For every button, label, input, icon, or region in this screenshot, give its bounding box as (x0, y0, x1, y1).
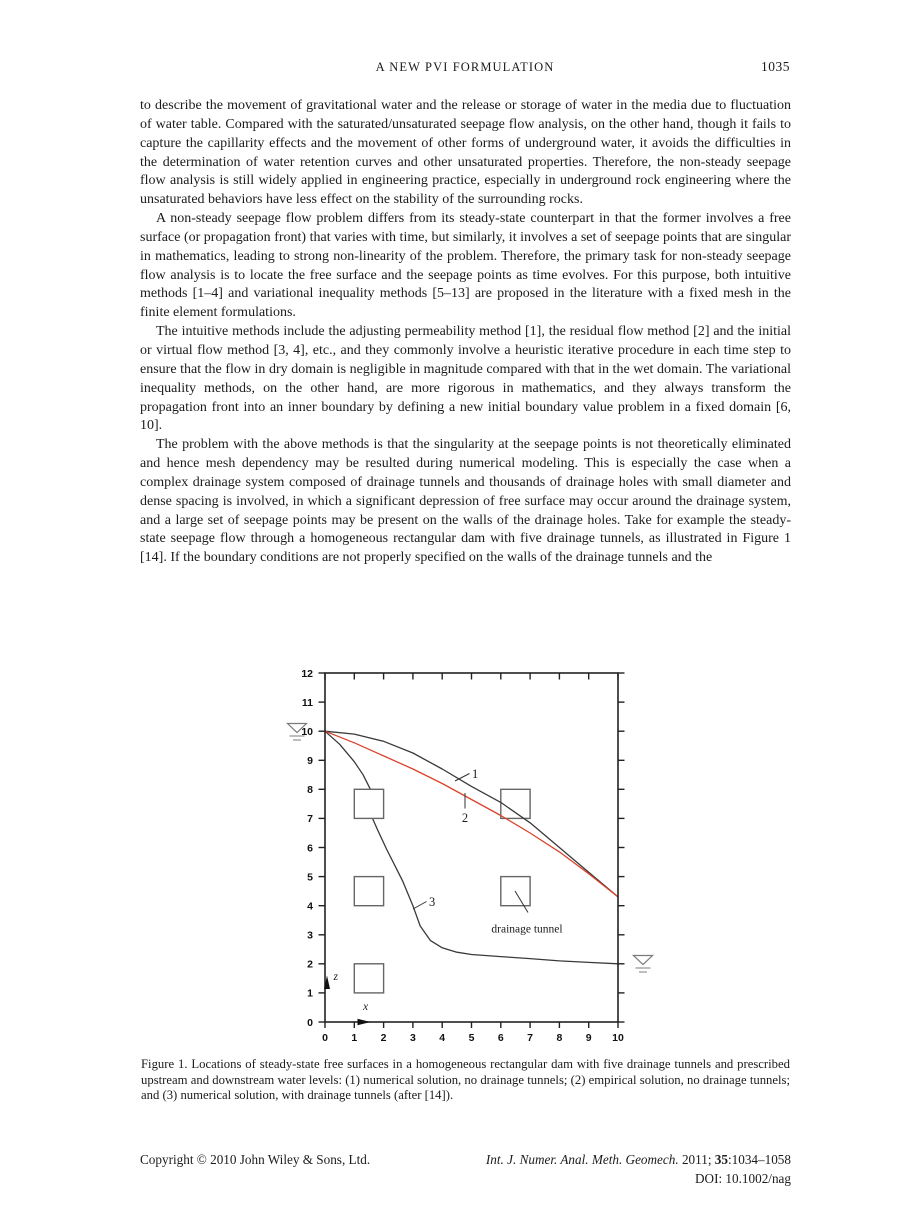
curve2-label: 2 (461, 811, 469, 825)
x-tick-label: 3 (409, 1032, 416, 1044)
drainage-tunnel-square (354, 789, 383, 818)
z-tick-label: 1 (307, 987, 313, 1000)
x-tick-label: 7 (527, 1032, 534, 1044)
z-tick-label: 5 (307, 871, 313, 884)
x-tick-label: 2 (380, 1032, 387, 1044)
z-axis-label: z (333, 971, 338, 983)
curve1-label: 1 (472, 767, 479, 781)
drainage-tunnel-square (354, 877, 383, 906)
downstream-water-level-icon (634, 956, 653, 973)
z-tick-label: 6 (307, 842, 313, 855)
seepage-chart (270, 664, 680, 1056)
paragraph: The intuitive methods include the adjusting permeability method [1], the residual flow method [2] and the initial or virtual flow method [3, 4], etc., and they commonly involve a heuristic iterative procedure in each time step to ensure that the flow in dry domain is negligible in magnitude compared with that in the wet domain. The variational inequality methods, on the other hand, are more rigorous in mathematics, and they always transform the propagation front into an inner boundary by defining a new initial boundary value problem in a fixed domain [6, 10]. (140, 324, 791, 434)
figure-1 (270, 664, 680, 1056)
x-tick-label: 0 (322, 1032, 328, 1044)
x-tick-label: 10 (612, 1032, 624, 1044)
x-axis-arrow-icon (358, 1019, 371, 1025)
z-tick-label: 7 (307, 813, 313, 826)
doi: DOI: 10.1002/nag (695, 1170, 791, 1186)
figure-caption: Figure 1. Locations of steady-state free surfaces in a homogeneous rectangular dam with five drainage tunnels and prescribed upstream and downstream water levels: (1) numerical solution, no drainage tunnels; (2) empirical solution, no drainage tunnels; and (3) numerical solution, with drainage tunnels (after [14]). (141, 1057, 790, 1103)
x-tick-label: 9 (585, 1032, 592, 1044)
z-tick-label: 11 (301, 696, 313, 709)
z-tick-label: 10 (301, 726, 313, 738)
z-tick-label: 3 (307, 929, 313, 942)
paragraph: to describe the movement of gravitational water and the release or storage of water in the media due to fluctuation of water table. Compared with the saturated/unsaturated seepage flow analysis, on the other hand, though it fails to capture the capillarity effects and the movement of other forms of underground water, it avoids the difficulties in the determination of water retention curves and other unsaturated properties. Therefore, the non-steady seepage flow analysis is still widely applied in engineering practice, especially in underground rock engineering where the unsaturated behaviors have less effect on the stability of the surrounding rocks. (140, 98, 791, 208)
journal-pages: :1034–1058 (727, 1152, 791, 1167)
z-tick-label: 9 (307, 755, 313, 768)
running-head-title: A NEW PVI FORMULATION (375, 60, 555, 74)
x-tick-label: 1 (351, 1032, 358, 1044)
journal-title: Int. J. Numer. Anal. Meth. Geomech. (485, 1152, 679, 1167)
paragraph: A non-steady seepage flow problem differs from its steady-state counterpart in that the former involves a free surface (or propagation front) that varies with time, but similarly, it involves a set of seepage points that are singular in mathematics, leading to strong non-linearity of the problem. Therefore, the primary task for non-steady seepage flow analysis is to locate the free surface and the seepage points as time evolves. For this purpose, both intuitive methods [1–4] and variational inequality methods [5–13] are proposed in the literature with a fixed mesh in the finite element formulations. (140, 211, 791, 321)
x-tick-label: 8 (556, 1032, 563, 1044)
z-tick-label: 0 (307, 1016, 313, 1029)
drainage-tunnel-square (354, 964, 383, 993)
journal-year: 2011; (681, 1152, 712, 1167)
z-tick-label: 4 (307, 900, 313, 913)
drainage-tunnel-square (501, 789, 530, 818)
curve3-label: 3 (429, 895, 436, 909)
copyright-notice: Copyright © 2010 John Wiley & Sons, Ltd. (140, 1152, 371, 1167)
journal-reference (486, 1152, 791, 1168)
drainage-tunnel-label: drainage tunnel (491, 923, 563, 936)
z-tick-label: 12 (301, 667, 313, 680)
x-axis-label: x (363, 1001, 369, 1013)
drainage-tunnel-layer (354, 789, 530, 993)
running-head (140, 60, 790, 80)
footer (140, 1152, 791, 1187)
x-tick-label: 4 (439, 1032, 446, 1044)
journal-volume: 35 (714, 1152, 728, 1167)
body-text (140, 97, 791, 568)
z-tick-label: 2 (307, 958, 313, 971)
curve3-leader-line (413, 902, 427, 910)
axis-tick-layer (301, 668, 624, 1044)
page-number: 1035 (761, 59, 790, 74)
z-tick-label: 8 (307, 784, 313, 797)
x-tick-label: 5 (468, 1032, 475, 1044)
x-tick-label: 6 (497, 1032, 504, 1044)
paragraph: The problem with the above methods is that the singularity at the seepage points is not theoretically eliminated and hence mesh dependency may be resulted during numerical modeling. This is especially the case when a complex drainage system composed of drainage tunnels and thousands of drainage holes with small diameter and dense spacing is involved, in which a significant depression of free surface may occur around the drainage system, and a large set of seepage points may be present on the walls of the drainage holes. Take for example the steady-state seepage flow through a homogeneous rectangular dam with five drainage tunnels, as illustrated in Figure 1 [14]. If the boundary conditions are not properly specified on the walls of the drainage tunnels and the (140, 437, 791, 566)
